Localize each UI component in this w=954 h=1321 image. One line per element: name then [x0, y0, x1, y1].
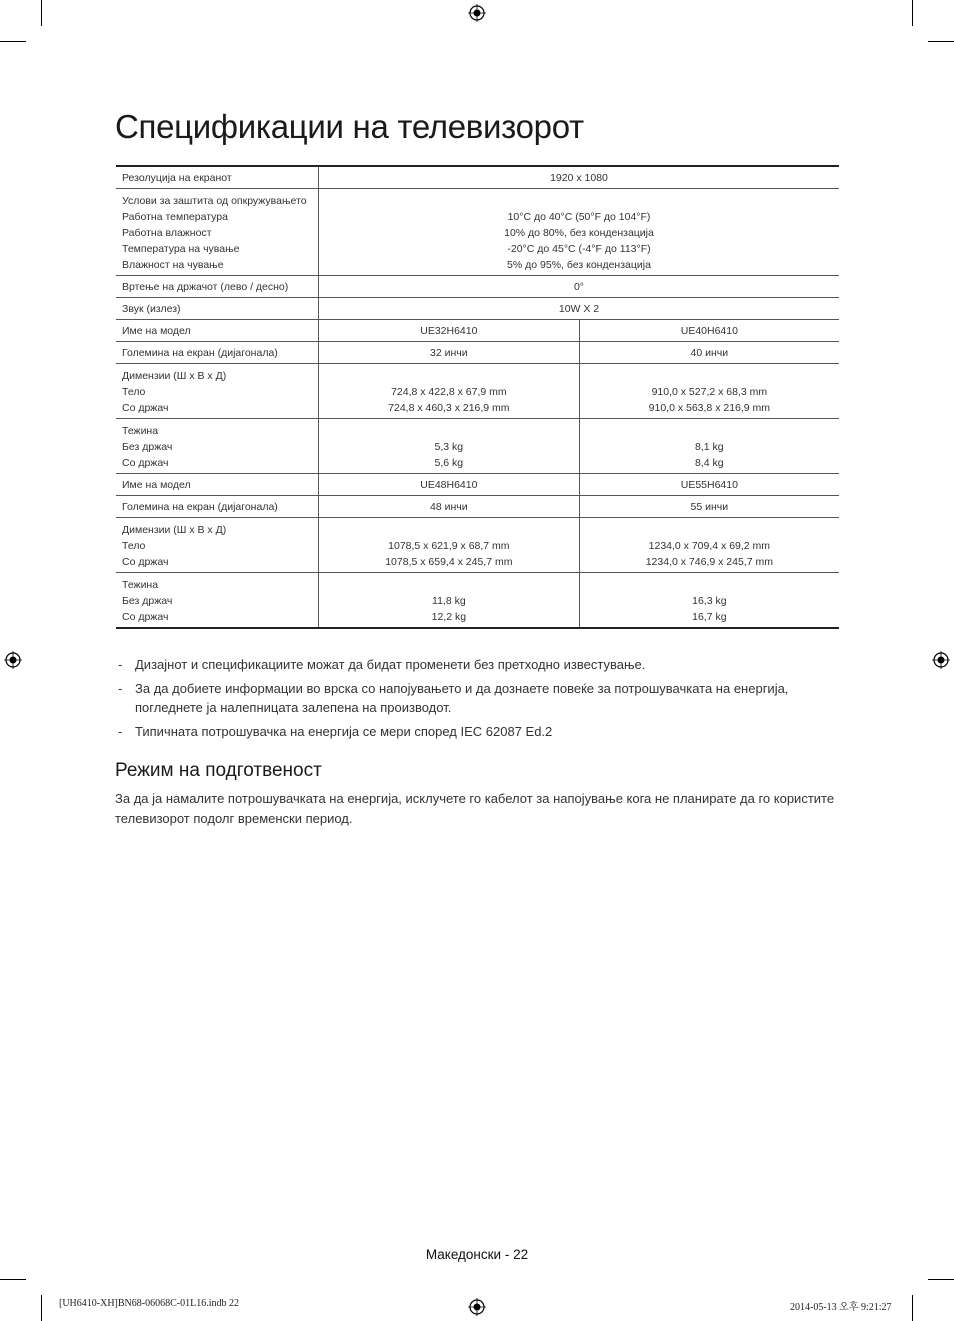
registration-mark-icon	[468, 1298, 486, 1316]
spec-value-a-line: 1078,5 x 621,9 x 68,7 mm	[388, 540, 510, 552]
spec-value-a	[319, 474, 580, 496]
spec-value-a-line: UE48H6410	[420, 479, 478, 491]
page-footer: Македонски - 22	[425, 1247, 529, 1262]
standby-text: За да ја намалите потрошувачката на енергија, исклучете го кабелот за напојување кога не планирате да го користите телевизорот подолг временски период.	[115, 791, 835, 826]
spec-value-a-line: 12,2 kg	[431, 611, 467, 623]
note-text: Дизајнот и спецификациите можат да бидат променети без претходно известување.	[135, 657, 646, 672]
spec-value-b-line: 910,0 x 563,8 x 216,9 mm	[648, 402, 771, 414]
spec-value-b-line: 1234,0 x 709,4 x 69,2 mm	[648, 540, 771, 552]
spec-value-b	[579, 518, 839, 573]
spec-value-line: 10% до 80%, без кондензација	[504, 227, 654, 239]
spec-label	[116, 320, 319, 342]
spec-value	[319, 189, 840, 276]
spec-row	[116, 320, 839, 342]
spec-value	[319, 298, 840, 320]
spec-row	[116, 474, 839, 496]
spec-value-b	[579, 573, 839, 629]
spec-value-a-line: 724,8 x 460,3 x 216,9 mm	[388, 402, 510, 414]
spec-value-a-line: 5,3 kg	[434, 441, 464, 453]
note-dash: -	[118, 724, 123, 739]
spec-label-line: Звук (излез)	[122, 303, 181, 315]
spec-value-b-line: 1234,0 x 746,9 x 245,7 mm	[645, 556, 773, 568]
crop-mark	[912, 1295, 913, 1321]
spec-value-a-line: 724,8 x 422,8 x 67,9 mm	[391, 386, 507, 398]
spec-label-line: Димензии (Ш x В x Д)	[122, 524, 227, 536]
spec-value-b-line: UE55H6410	[680, 479, 738, 491]
spec-value-a-line: 48 инчи	[430, 501, 468, 513]
spec-value-b-line: UE40H6410	[680, 325, 738, 337]
spec-row	[116, 364, 839, 419]
spec-label-line: Големина на екран (дијагонала)	[122, 501, 278, 513]
spec-row	[116, 189, 839, 276]
standby-heading: Режим на подготвеност	[115, 760, 322, 781]
spec-value-a	[319, 518, 580, 573]
spec-row	[116, 298, 839, 320]
spec-label-line: Димензии (Ш x В x Д)	[122, 370, 227, 382]
spec-row	[116, 496, 839, 518]
spec-value	[319, 276, 840, 298]
spec-label	[116, 276, 319, 298]
print-slug-right: 2014-05-13 오후 9:21:27	[790, 1302, 892, 1313]
spec-label-line: Без држач	[122, 441, 173, 453]
spec-label-line: Работна температура	[122, 211, 228, 223]
spec-label-line: Со држач	[122, 402, 169, 414]
print-slug-left: [UH6410-XH]BN68-06068C-01L16.indb 22	[59, 1298, 239, 1309]
spec-value-a	[319, 342, 580, 364]
spec-label-line: Големина на екран (дијагонала)	[122, 347, 278, 359]
note-text: Типичната потрошувачка на енергија се мери според IEC 62087 Ed.2	[135, 724, 553, 739]
spec-label	[116, 298, 319, 320]
spec-value-b	[579, 342, 839, 364]
spec-value-a-line: 11,8 kg	[432, 595, 466, 607]
spec-value	[319, 166, 840, 189]
spec-value-line: 1920 x 1080	[550, 172, 608, 184]
spec-value-a-line: UE32H6410	[420, 325, 478, 337]
spec-value-b-line: 8,4 kg	[695, 457, 724, 469]
note-item	[116, 679, 836, 717]
spec-label-line: Име на модел	[122, 325, 191, 337]
spec-label	[116, 496, 319, 518]
spec-label	[116, 342, 319, 364]
crop-mark	[912, 0, 913, 26]
note-item	[116, 655, 836, 674]
crop-mark	[928, 1279, 954, 1280]
spec-value-line: -20°C до 45°C (-4°F до 113°F)	[507, 243, 651, 255]
spec-row	[116, 276, 839, 298]
spec-value-line: 10°C до 40°C (50°F до 104°F)	[507, 211, 651, 223]
spec-label	[116, 364, 319, 419]
spec-row	[116, 518, 839, 573]
note-text: За да добиете информации во врска со напојувањето и да дознаете повеќе за потрошувачката на енергија, погледнете ја налепницата залепена на производот.	[135, 681, 789, 715]
spec-value-b	[579, 496, 839, 518]
crop-mark	[0, 1279, 26, 1280]
spec-label-line: Со држач	[122, 556, 169, 568]
spec-value-a	[319, 320, 580, 342]
spec-label-line: Тело	[122, 540, 146, 552]
spec-row	[116, 419, 839, 474]
registration-mark-icon	[4, 651, 22, 669]
spec-row	[116, 342, 839, 364]
spec-label-line: Тежина	[122, 425, 159, 437]
spec-table	[116, 165, 839, 629]
notes-list	[116, 655, 836, 746]
registration-mark-icon	[468, 4, 486, 22]
spec-label-line: Влажност на чување	[122, 259, 224, 271]
spec-value-a-line: 1078,5 x 659,4 x 245,7 mm	[385, 556, 513, 568]
spec-label-line: Услови за заштита од опкружувањето	[122, 195, 307, 207]
spec-value-a	[319, 573, 580, 629]
spec-value-line: 10W X 2	[558, 303, 600, 315]
spec-label-line: Резолуција на екранот	[122, 172, 232, 184]
spec-row	[116, 166, 839, 189]
crop-mark	[928, 41, 954, 42]
spec-label-line: Работна влажност	[122, 227, 212, 239]
spec-value-a	[319, 364, 580, 419]
spec-value-b	[579, 320, 839, 342]
spec-value-b-line: 40 инчи	[690, 347, 729, 359]
spec-label-line: Со држач	[122, 457, 169, 469]
spec-value-b-line: 16,7 kg	[692, 611, 727, 623]
spec-value-b-line: 8,1 kg	[695, 441, 724, 453]
registration-mark-icon	[932, 651, 950, 669]
spec-value-a	[319, 496, 580, 518]
spec-label-line: Без држач	[122, 595, 173, 607]
note-dash: -	[118, 681, 123, 696]
spec-value-line: 0°	[573, 281, 585, 293]
spec-label	[116, 573, 319, 629]
spec-value-a	[319, 419, 580, 474]
spec-value-b-line: 16,3 kg	[692, 595, 727, 607]
spec-value-b-line: 910,0 x 527,2 x 68,3 mm	[651, 386, 768, 398]
spec-label-line: Име на модел	[122, 479, 191, 491]
spec-value-a-line: 32 инчи	[430, 347, 468, 359]
spec-value-a-line: 5,6 kg	[434, 457, 464, 469]
spec-label-line: Тело	[122, 386, 146, 398]
spec-label-line: Тежина	[122, 579, 159, 591]
spec-value-b	[579, 364, 839, 419]
note-dash: -	[118, 657, 123, 672]
spec-value-b	[579, 419, 839, 474]
crop-mark	[0, 41, 26, 42]
spec-value-b	[579, 474, 839, 496]
spec-label	[116, 518, 319, 573]
spec-value-b-line: 55 инчи	[690, 501, 729, 513]
spec-value-line: 5% до 95%, без кондензација	[507, 259, 651, 271]
crop-mark	[41, 1295, 42, 1321]
spec-label	[116, 419, 319, 474]
spec-label-line: Со држач	[122, 611, 169, 623]
spec-label	[116, 166, 319, 189]
crop-mark	[41, 0, 42, 26]
note-item	[116, 722, 836, 741]
spec-label-line: Вртење на држачот (лево / десно)	[122, 281, 289, 293]
page-title: Спецификации на телевизорот	[115, 108, 584, 145]
spec-label	[116, 474, 319, 496]
spec-label	[116, 189, 319, 276]
spec-label-line: Температура на чување	[122, 243, 240, 255]
spec-row	[116, 573, 839, 629]
